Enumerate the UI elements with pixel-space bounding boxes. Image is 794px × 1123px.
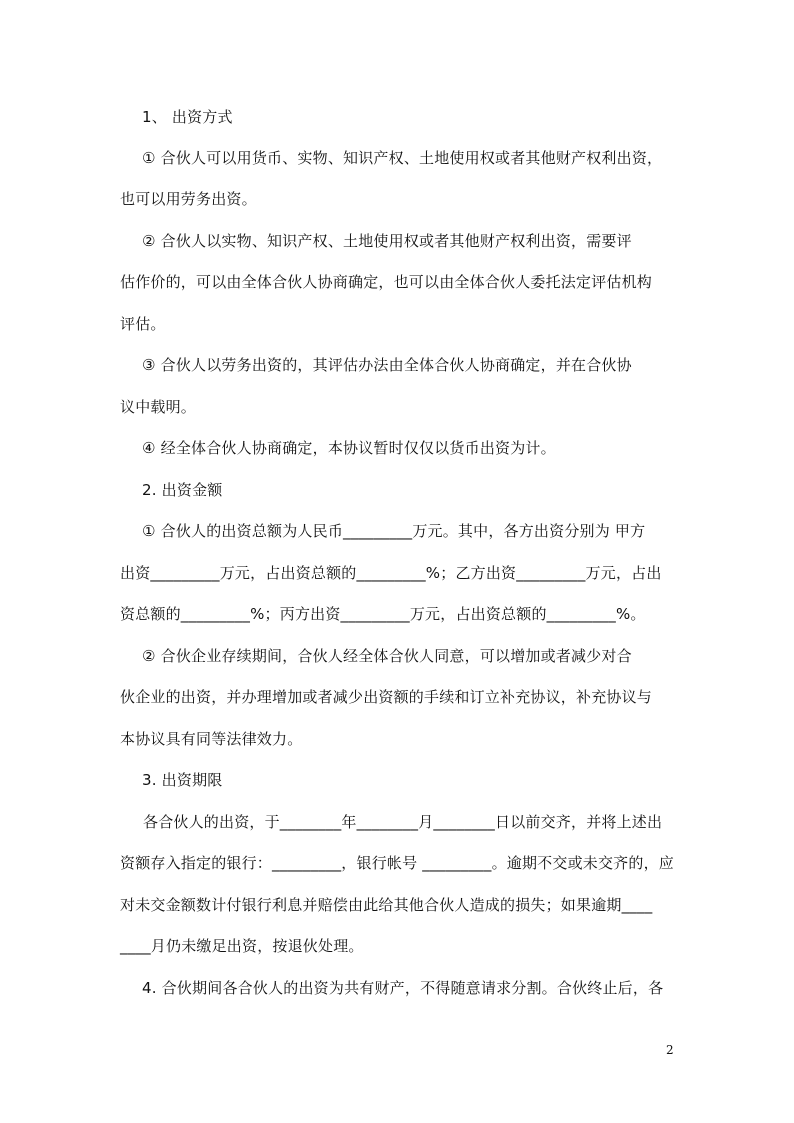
paragraph-line: ② 合伙人以实物、知识产权、土地使用权或者其他财产权利出资，需要评 xyxy=(142,232,632,250)
section-1-heading: 1、 出资方式 xyxy=(142,108,233,126)
paragraph-line: ④ 经全体合伙人协商确定，本协议暂时仅仅以货币出资为计。 xyxy=(142,439,556,457)
paragraph-line: 伙企业的出资，并办理增加或者减少出资额的手续和订立补充协议，补充协议与 xyxy=(120,688,653,706)
paragraph-line: ③ 合伙人以劳务出资的，其评估办法由全体合伙人协商确定，并在合伙协 xyxy=(142,356,632,374)
paragraph-line: 本协议具有同等法律效力。 xyxy=(120,730,303,748)
paragraph-line: ① 合伙人的出资总额为人民币_________万元。其中，各方出资分别为 甲方 xyxy=(142,522,646,540)
paragraph-line: 出资_________万元，占出资总额的_________%；乙方出资_________万元，占出 xyxy=(120,564,662,582)
paragraph-line: 评估。 xyxy=(120,315,166,333)
page-number: 2 xyxy=(666,1043,674,1057)
paragraph-line: 资额存入指定的银行：_________，银行帐号 _________。逾期不交或未交齐的，应 xyxy=(120,854,674,872)
paragraph-line: 对未交金额数计付银行利息并赔偿由此给其他合伙人造成的损失；如果逾期____ xyxy=(120,896,653,914)
paragraph-line: ② 合伙企业存续期间，合伙人经全体合伙人同意，可以增加或者减少对合 xyxy=(142,647,632,665)
paragraph-line: 各合伙人的出资，于________年________月________日以前交齐，并将上述出 xyxy=(143,813,663,831)
paragraph-line: ① 合伙人可以用货币、实物、知识产权、土地使用权或者其他财产权利出资， xyxy=(142,149,663,167)
paragraph-line: 资总额的_________%；丙方出资_________万元，占出资总额的_________%。 xyxy=(120,605,646,623)
paragraph-line: 估作价的，可以由全体合伙人协商确定，也可以由全体合伙人委托法定评估机构 xyxy=(120,273,653,291)
section-4-line: 4. 合伙期间各合伙人的出资为共有财产，不得随意请求分割。合伙终止后，各 xyxy=(142,979,664,997)
section-3-heading: 3. 出资期限 xyxy=(142,771,223,789)
section-2-heading: 2. 出资金额 xyxy=(142,481,223,499)
paragraph-line: ____月仍未缴足出资，按退伙处理。 xyxy=(120,937,364,955)
paragraph-line: 议中载明。 xyxy=(120,398,197,416)
paragraph-line: 也可以用劳务出资。 xyxy=(120,190,257,208)
